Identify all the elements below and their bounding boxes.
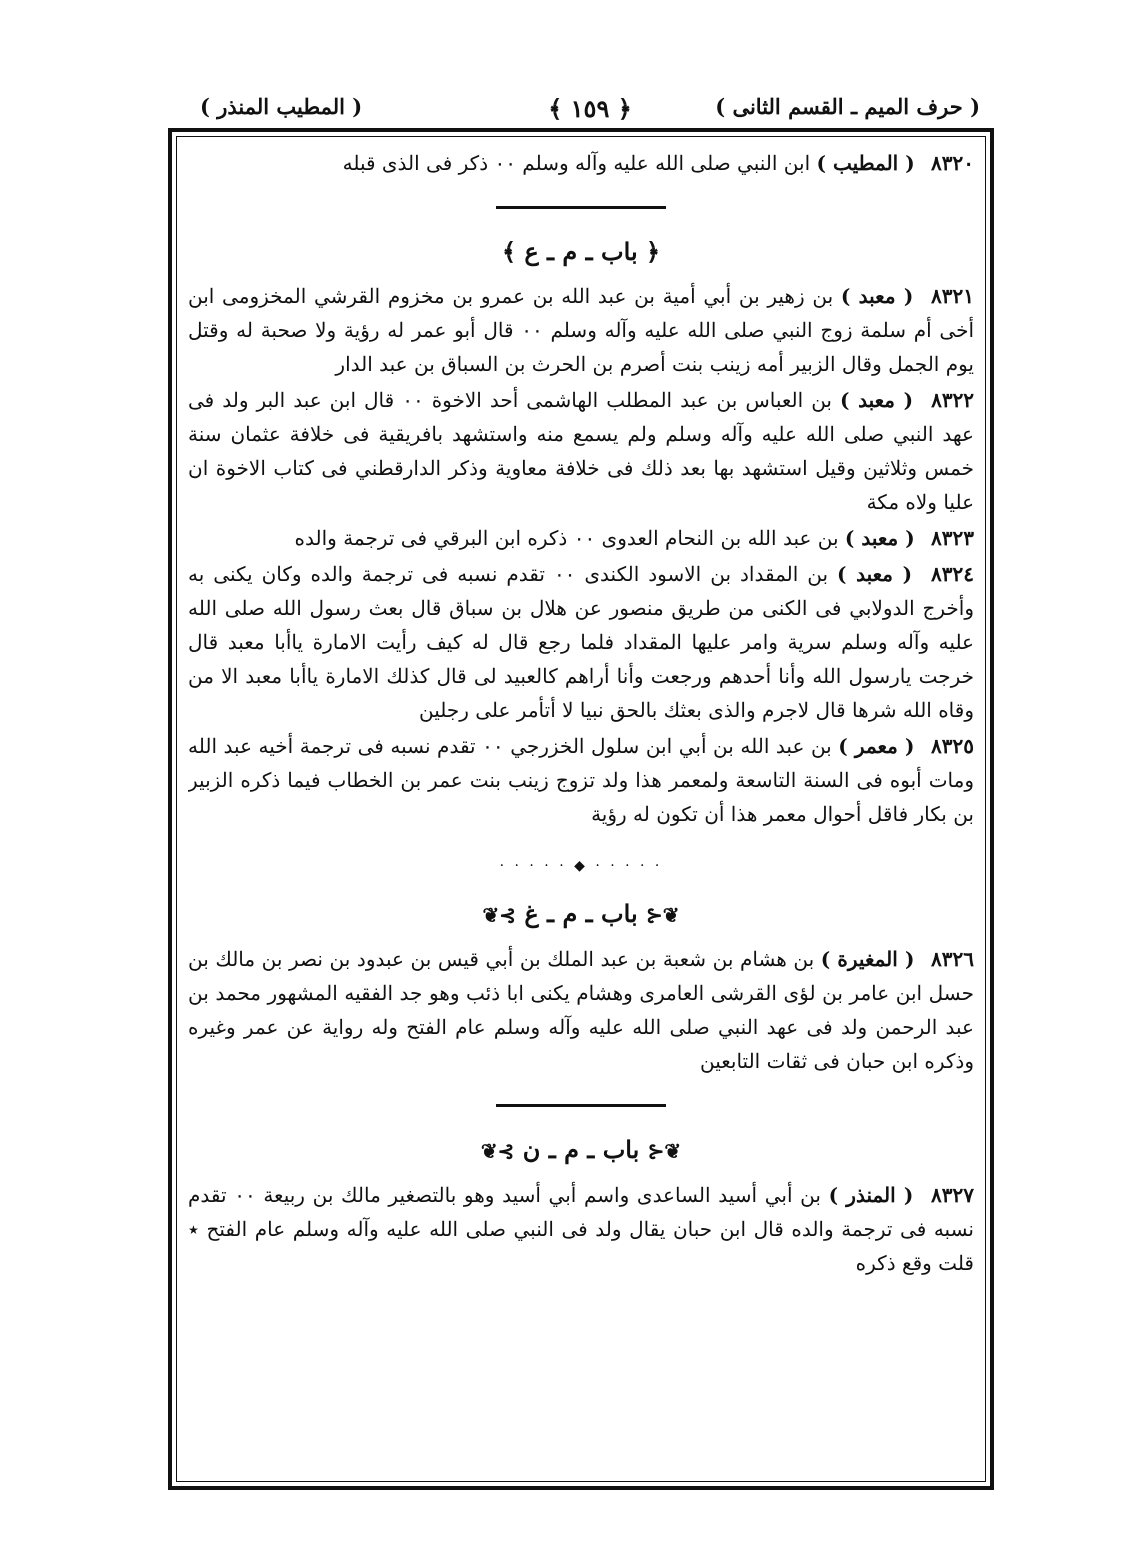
dotted-divider: · · · · · ◆ · · · · · [499,858,663,874]
entry-number: ٨٣٢٥ [931,734,974,758]
ornament-icon: ❦⊰ [647,1139,682,1163]
chapter-heading-m-ghayn [188,897,974,932]
section-divider [496,206,666,209]
entry-text: بن عبد الله بن النحام العدوى ٠٠ ذكره ابن البرقي فى ترجمة والده [294,526,839,550]
entry-8323 [188,521,974,555]
chapter-heading-m-ayn: ﴿ باب ـ م ـ ع ﴾ [501,237,661,266]
page-number: ﴿ ١٥٩ ﴾ [548,94,632,123]
entry-number: ٨٣٢١ [931,284,974,308]
entry-number: ٨٣٢٢ [931,388,974,412]
ornament-icon: ❦⊰ [645,903,680,927]
chapter-heading-text: باب ـ م ـ ن [522,1135,640,1164]
ornament-icon: ⊱❦ [482,903,517,927]
entry-text: بن العباس بن عبد المطلب الهاشمى أحد الاخوة ٠٠ قال ابن عبد البر ولد فى عهد النبي صلى الله عليه وآله وسلم ولم يسمع منه واستشهد بافريقية فى خلافة عثمان سنة خمس وثلاثين وقيل استشهد بها بعد ذلك فى خلافة معاوية وذكر الدارقطني فى كتاب الاخوة ان عليا ولاه مكة [188,388,974,514]
entry-name: ( معبد ) [837,562,913,586]
section-divider [496,1104,666,1107]
header-chapter-title: ( حرف الميم ـ القسم الثانى ) [715,94,980,119]
entry-name: ( معمر ) [838,734,915,758]
ornament-icon: ⊱❦ [480,1139,515,1163]
entry-text: بن زهير بن أبي أمية بن عبد الله بن عمرو بن مخزوم القرشي المخزومى ابن أخى أم سلمة زوج النبي صلى الله عليه وآله وسلم ٠٠ قال أبو عمر له رؤية ولا صحبة له وقتل يوم الجمل وقال الزبير أمه زينب بنت أصرم بن الحرث بن السباق بن عبد الدار [188,284,974,376]
entry-name: ( المنذر ) [828,1183,914,1207]
entry-8327 [188,1178,974,1280]
entry-text: ابن النبي صلى الله عليه وآله وسلم ٠٠ ذكر فى الذى قبله [342,151,811,175]
entry-name: ( معبد ) [840,388,914,412]
entry-text: بن المقداد بن الاسود الكندى ٠٠ تقدم نسبه فى ترجمة والده وكان يكنى به وأخرج الدولابي فى الكنى من طريق منصور عن هلال بن سباق قال بعث رسول الله صلى الله عليه وآله وسلم سرية وامر عليها المقداد فلما رجع قال له كيف رأيت الامارة ياأبا معبد قال خرجت يارسول الله وأنا أحدهم ورجعت وأنا أراهم كالعبيد لى قال كذلك الامارة ياأبا معبد الا من وقاه الله شرها قال لاجرم والذى بعثك بالحق نبيا لا أتأمر على رجلين [188,562,974,722]
entry-number: ٨٣٢٦ [931,947,974,971]
entry-8321 [188,279,974,381]
entry-number: ٨٣٢٣ [931,526,974,550]
entry-text: بن هشام بن شعبة بن عبد الملك بن أبي قيس بن عبدود بن نصر بن مالك بن حسل ابن عامر بن لؤى القرشى العامرى وهشام يكنى ابا ذئب وهو جد الفقيه المشهور محمد بن عبد الرحمن ولد فى عهد النبي صلى الله عليه وآله وسلم عام الفتح وله رواية عن عمر وغيره وذكره ابن حبان فى ثقات التابعين [188,947,974,1073]
entry-8320 [188,146,974,180]
entry-number: ٨٣٢٧ [931,1183,974,1207]
entry-number: ٨٣٢٠ [931,151,974,175]
entry-number: ٨٣٢٤ [931,562,974,586]
chapter-heading-text: باب ـ م ـ غ [524,899,638,928]
header-entry-range: ( المطيب المنذر ) [200,94,363,119]
entry-name: ( معبد ) [844,526,915,550]
running-header [200,88,980,128]
entry-8324 [188,557,974,727]
page-body [188,146,974,1476]
entry-name: ( المغيرة ) [820,947,915,971]
entry-8325 [188,729,974,831]
entry-8326 [188,942,974,1078]
chapter-heading-m-nun [188,1133,974,1168]
entry-8322 [188,383,974,519]
entry-name: ( معبد ) [840,284,914,308]
entry-text: بن أبي أسيد الساعدى واسم أبي أسيد وهو بالتصغير مالك بن ربيعة ٠٠ تقدم نسبه فى ترجمة والده قال ابن حبان يقال ولد فى النبي صلى الله عليه وآله وسلم عام الفتح ٭ قلت وقع ذكره [188,1183,974,1275]
entry-name: ( المطيب ) [816,151,915,175]
entry-text: بن عبد الله بن أبي ابن سلول الخزرجي ٠٠ تقدم نسبه فى ترجمة أخيه عبد الله ومات أبوه فى السنة التاسعة ولمعمر هذا ولد تزوج زينب بنت عمر بن الخطاب فيما ذكره الزبير بن بكار فاقل أحوال معمر هذا أن تكون له رؤية [188,734,974,826]
